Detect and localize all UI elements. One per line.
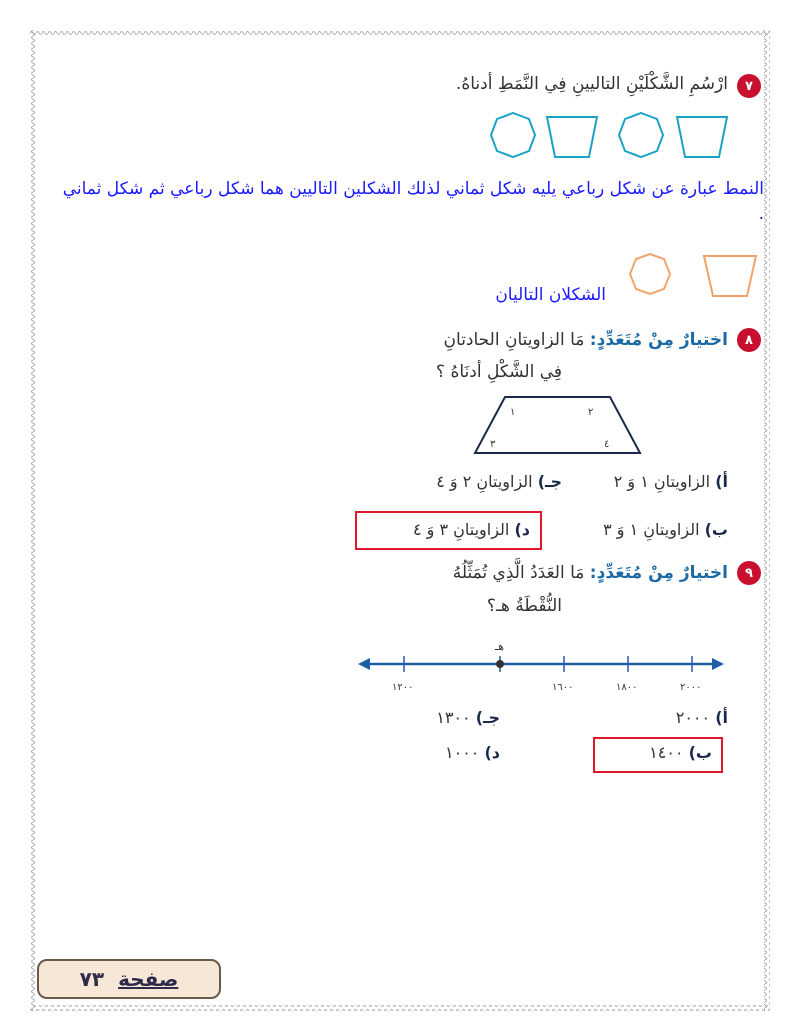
question-8-prompt bbox=[444, 330, 728, 350]
question-9-prompt bbox=[453, 563, 728, 583]
q8-choice-d-text: الزاويتانِ ٣ وَ ٤ bbox=[412, 520, 510, 539]
question-9-badge: ٩ bbox=[737, 561, 761, 585]
answer-shapes-label: الشكلان التاليان bbox=[495, 285, 606, 305]
angle-label-1: ١ bbox=[510, 407, 516, 418]
question-9-prompt-line2: النُّقْطَةُ هـ؟ bbox=[486, 596, 562, 616]
tick-label-1200: ١٢٠٠ bbox=[392, 682, 414, 693]
point-h-label: هـ bbox=[495, 640, 505, 653]
tick-label-1600: ١٦٠٠ bbox=[552, 682, 574, 693]
trapezoid-shape bbox=[547, 117, 597, 157]
q8-choice-b-text: الزاويتانِ ١ وَ ٣ bbox=[603, 520, 700, 539]
q9-choice-c-letter: جـ) bbox=[475, 708, 500, 727]
answer-octagon-shape bbox=[630, 254, 670, 294]
arrow-right-icon bbox=[712, 658, 724, 670]
q9-choice-a-text: ٢٠٠٠ bbox=[675, 708, 711, 727]
trapezoid-outline bbox=[475, 397, 640, 453]
trapezoid-shape bbox=[677, 117, 727, 157]
q9-choice-a[interactable] bbox=[676, 708, 728, 727]
answer-shapes bbox=[624, 250, 764, 302]
q8-choice-a-letter: أ) bbox=[715, 472, 728, 491]
question-8-prompt-line1: مَا الزاويتانِ الحادتانِ bbox=[443, 330, 585, 350]
q8-choice-a[interactable] bbox=[614, 472, 728, 491]
angle-label-4: ٤ bbox=[604, 439, 610, 450]
q8-choice-b[interactable] bbox=[603, 520, 728, 539]
q9-choice-d-letter: د) bbox=[484, 743, 500, 762]
number-line bbox=[358, 636, 728, 708]
question-9-prompt-line1: مَا العَدَدُ الَّذِي تُمَثِّلُهُ bbox=[452, 563, 585, 583]
octagon-shape bbox=[491, 113, 535, 157]
q9-choice-d[interactable] bbox=[445, 743, 500, 762]
q8-choice-c[interactable] bbox=[436, 472, 562, 491]
question-8-prompt-line2: فِي الشَّكْلِ أدنَاهُ ؟ bbox=[436, 362, 562, 382]
question-8-keyword: اختيارٌ مِنْ مُتَعَدِّدٍ: bbox=[589, 330, 728, 350]
page-number: ٧٣ bbox=[79, 967, 105, 991]
page-number-badge bbox=[37, 959, 221, 999]
tick-label-1800: ١٨٠٠ bbox=[616, 682, 638, 693]
angle-label-3: ٣ bbox=[490, 439, 496, 450]
q8-choice-c-letter: جـ) bbox=[537, 472, 562, 491]
q9-choice-d-text: ١٠٠٠ bbox=[445, 743, 480, 762]
q8-choice-c-text: الزاويتانِ ٢ وَ ٤ bbox=[436, 472, 533, 491]
question-9-keyword: اختيارٌ مِنْ مُتَعَدِّدٍ: bbox=[589, 563, 728, 583]
question-7-prompt: ارْسُمِ الشَّكْلَيْنِ التاليينِ فِي النَّمَطِ أدناهُ. bbox=[455, 74, 728, 94]
q9-choice-c[interactable] bbox=[436, 708, 500, 727]
answer-trapezoid-shape bbox=[704, 256, 756, 296]
q9-choice-a-letter: أ) bbox=[715, 708, 728, 727]
q8-choice-d[interactable] bbox=[413, 520, 530, 539]
q9-choice-b-letter: ب) bbox=[688, 743, 712, 762]
question-8-badge: ٨ bbox=[737, 328, 761, 352]
q8-choice-d-letter: د) bbox=[514, 520, 530, 539]
point-h bbox=[496, 660, 504, 668]
arrow-left-icon bbox=[358, 658, 370, 670]
trapezoid-figure bbox=[470, 393, 650, 463]
q8-choice-a-text: الزاويتانِ ١ وَ ٢ bbox=[613, 472, 711, 491]
q9-choice-b-text: ١٤٠٠ bbox=[649, 743, 684, 762]
angle-label-2: ٢ bbox=[588, 407, 594, 418]
tick-label-2000: ٢٠٠٠ bbox=[680, 682, 702, 693]
q9-choice-c-text: ١٣٠٠ bbox=[436, 708, 471, 727]
q9-choice-b[interactable] bbox=[649, 743, 712, 762]
page-word: صفحة bbox=[118, 967, 179, 991]
question-7-badge: ٧ bbox=[737, 74, 761, 98]
octagon-shape bbox=[619, 113, 663, 157]
answer-7-explanation: النمط عبارة عن شكل رباعي يليه شكل ثماني لذلك الشكلين التاليين هما شكل رباعي ثم شكل ثماني . bbox=[62, 179, 764, 224]
q8-choice-b-letter: ب) bbox=[704, 520, 728, 539]
shape-pattern bbox=[475, 107, 755, 167]
